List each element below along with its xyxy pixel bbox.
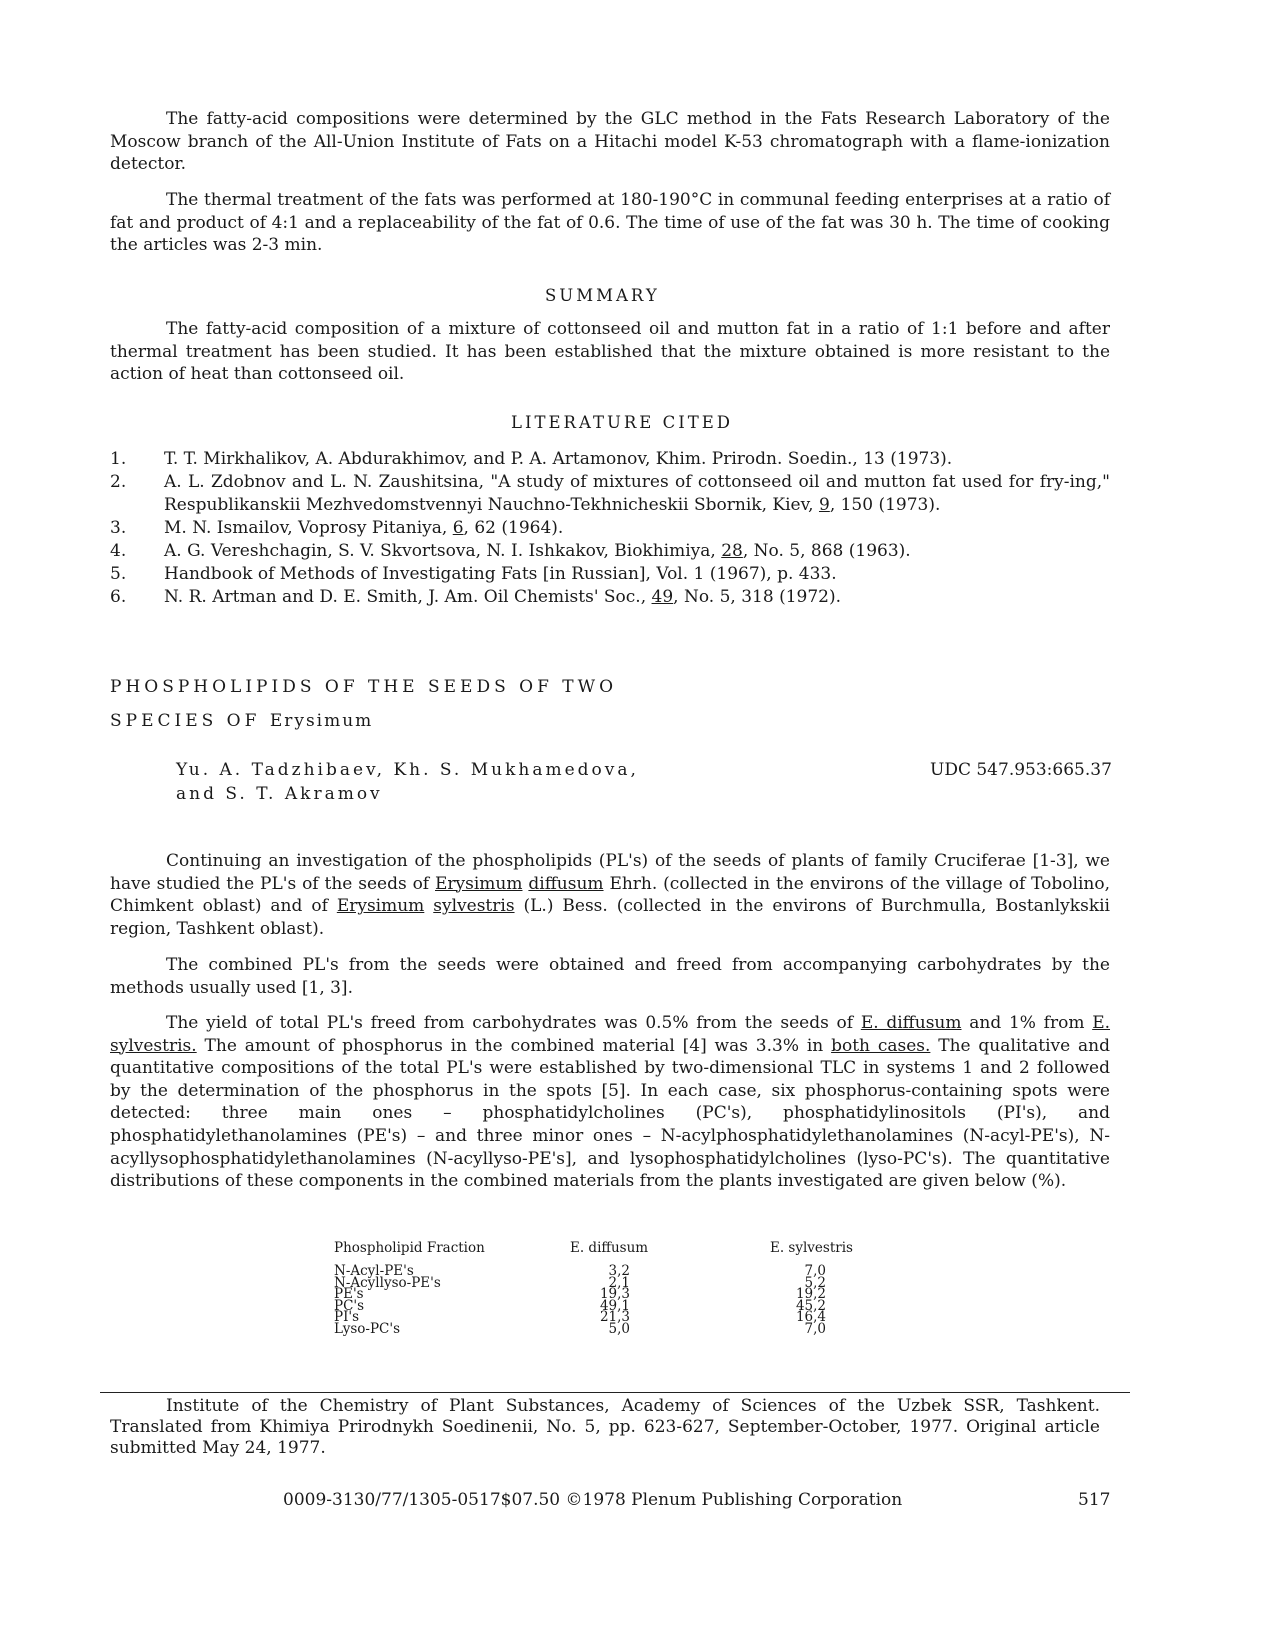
- phospholipid-table: [334, 1240, 880, 1335]
- sylvestris-value: 45,2: [795, 1297, 826, 1314]
- diffusum-value: 21,3: [599, 1309, 630, 1325]
- page-number: 517: [1078, 1490, 1111, 1510]
- fraction-name: PI's: [334, 1309, 360, 1325]
- table-header-row: [334, 1240, 880, 1266]
- table-row: [334, 1324, 880, 1336]
- article-title-line-1: PHOSPHOLIPIDS OF THE SEEDS OF TWO: [110, 677, 618, 697]
- sylvestris-value: 16,4: [795, 1309, 826, 1325]
- sylvestris-value: 7,0: [804, 1263, 826, 1279]
- literature-heading: LITERATURE CITED: [511, 413, 734, 432]
- sylvestris-value: 5,2: [804, 1274, 826, 1291]
- diffusum-value: 2,1: [608, 1274, 630, 1291]
- table-row: [334, 1312, 880, 1324]
- summary-text: The fatty-acid composition of a mixture of cottonseed oil and mutton fat in a ratio of 1:1 before and after thermal treatment has been studied. It has been established that the mixture obtained is more resistant to the action of heat than cottonseed oil.: [110, 319, 1110, 385]
- reference-number: 5.: [110, 564, 127, 584]
- diffusum-value: 19,3: [599, 1286, 630, 1302]
- fraction-name: PC's: [334, 1297, 365, 1314]
- body-paragraph-3: The yield of total PL's freed from carbohydrates was 0.5% from the seeds of E. diffusum and 1% from E. sylvestris. The amount of phosphorus in the combined material [4] was 3.3% in both cases. The qualitative and quantitative compositions of the total PL's were established by two-dimensional TLC in systems 1 and 2 followed by the determination of the phosphorus in the spots [5]. In each case, six phosphorus-containing spots were detected: three main ones – phosphatidylcholines (PC's), phosphatidylinositols (PI's), and phosphatidylethanolamines (PE's) – and three minor ones – N-acylphosphatidylethanolamines (N-acyl-PE's), N-acyllysophosphatidylethanolamines (N-acyllyso-PE's], and lysophosphatidylcholines (lyso-PC's). The quantitative distributions of these components in the combined materials from the plants investigated are given below (%).: [110, 1013, 1111, 1192]
- intro-paragraph-1: The fatty-acid compositions were determined by the GLC method in the Fats Research Laboratory of the Moscow branch of the All-Union Institute of Fats on a Hitachi model K-53 chromatograph with a flame-ionization detector.: [110, 109, 1110, 175]
- column-header-diffusum: E. diffusum: [570, 1240, 649, 1256]
- diffusum-value: 5,0: [608, 1320, 630, 1337]
- diffusum-value: 49,1: [599, 1297, 630, 1314]
- authors-line-1: Yu. A. Tadzhibaev, Kh. S. Mukhamedova,: [176, 760, 639, 780]
- sylvestris-value: 19,2: [795, 1286, 826, 1302]
- fraction-name: Lyso-PC's: [334, 1320, 401, 1337]
- reference-text: Handbook of Methods of Investigating Fats [in Russian], Vol. 1 (1967), p. 433.: [164, 564, 837, 584]
- reference-text: M. N. Ismailov, Voprosy Pitaniya, 6, 62 (1964).: [164, 518, 564, 538]
- reference-number: 1.: [110, 449, 127, 469]
- volume-number: 28: [721, 541, 743, 561]
- body-paragraph-2: The combined PL's from the seeds were obtained and freed from accompanying carbohydrates by the methods usually used [1, 3].: [110, 955, 1110, 998]
- reference-text: N. R. Artman and D. E. Smith, J. Am. Oil Chemists' Soc., 49, No. 5, 318 (1972).: [164, 587, 842, 607]
- authors-line-2: and S. T. Akramov: [176, 784, 383, 804]
- column-header-sylvestris: E. sylvestris: [770, 1240, 853, 1256]
- reference-text: A. L. Zdobnov and L. N. Zaushitsina, "A study of mixtures of cottonseed oil and mutton fat used for fry-ing," Respublikanskii Mezhvedomstvennyi Nauchno-Tekhnicheskii Sbornik, Kiev, 9, 150 (1973).: [164, 472, 1110, 515]
- article-title-line-2: SPECIES OF Erysimum: [110, 711, 374, 731]
- intro-paragraph-2: The thermal treatment of the fats was performed at 180-190°C in communal feeding enterprises at a ratio of fat and product of 4:1 and a replaceability of the fat of 0.6. The time of use of the fat was 30 h. The time of cooking the articles was 2-3 min.: [110, 190, 1110, 256]
- reference-text: T. T. Mirkhalikov, A. Abdurakhimov, and P. A. Artamonov, Khim. Prirodn. Soedin., 13 (1973).: [164, 449, 953, 469]
- footnote-rule: [100, 1392, 1130, 1393]
- fraction-name: N-Acyllyso-PE's: [334, 1274, 441, 1291]
- sylvestris-value: 7,0: [804, 1320, 826, 1337]
- reference-number: 4.: [110, 541, 127, 561]
- body-paragraph-1: Continuing an investigation of the phospholipids (PL's) of the seeds of plants of family Cruciferae [1-3], we have studied the PL's of the seeds of Erysimum diffusum Ehrh. (collected in the environs of the village of Tobolino, Chimkent oblast) and of Erysimum sylvestris (L.) Bess. (collected in the environs of Burchmulla, Bostanlykskii region, Tashkent oblast).: [110, 851, 1110, 939]
- volume-number: 49: [651, 587, 674, 607]
- reference-text: A. G. Vereshchagin, S. V. Skvortsova, N. I. Ishkakov, Biokhimiya, 28, No. 5, 868 (1963).: [164, 541, 911, 561]
- summary-heading: SUMMARY: [545, 286, 660, 305]
- diffusum-value: 3,2: [608, 1263, 630, 1279]
- udc-code: UDC 547.953:665.37: [930, 760, 1112, 780]
- column-header-fraction: Phospholipid Fraction: [334, 1240, 485, 1256]
- reference-number: 2.: [110, 472, 127, 492]
- fraction-name: PE's: [334, 1286, 364, 1302]
- volume-number: 6: [452, 518, 464, 538]
- reference-number: 3.: [110, 518, 127, 538]
- reference-number: 6.: [110, 587, 127, 607]
- fraction-name: N-Acyl-PE's: [334, 1263, 414, 1279]
- footnote-text: Institute of the Chemistry of Plant Substances, Academy of Sciences of the Uzbek SSR, Tashkent. Translated from Khimiya Prirodnykh Soedinenii, No. 5, pp. 623-627, September-October, 1977. Original article submitted May 24, 1977.: [110, 1396, 1100, 1458]
- volume-number: 9: [818, 494, 830, 515]
- copyright-line: 0009-3130/77/1305-0517$07.50 ©1978 Plenum Publishing Corporation: [283, 1490, 903, 1510]
